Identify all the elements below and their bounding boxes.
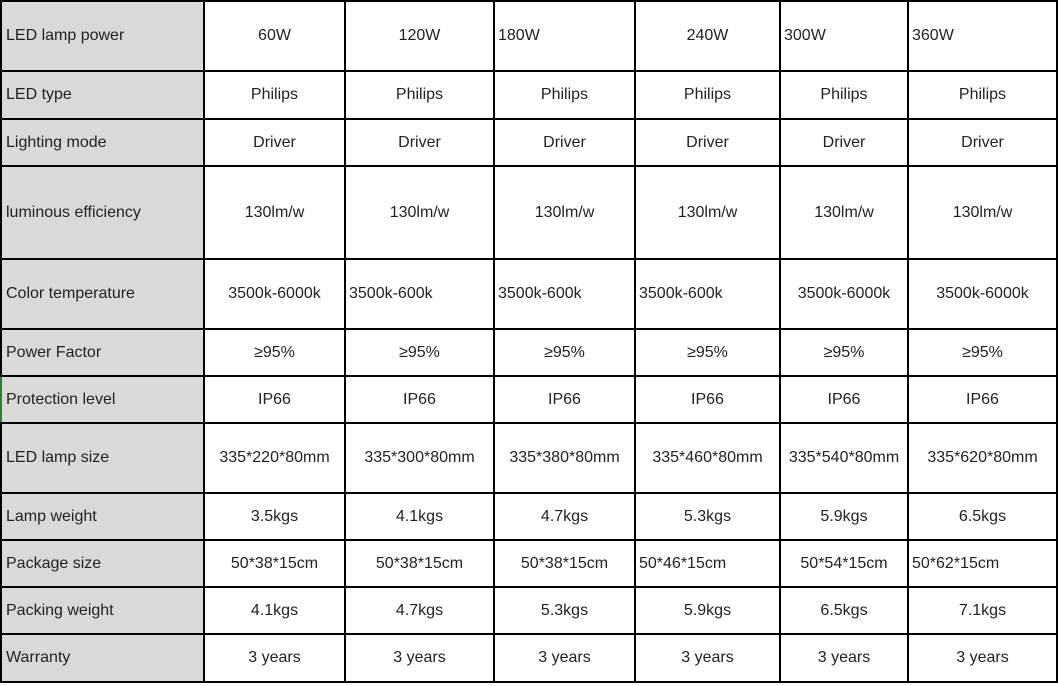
cell-180w: IP66 bbox=[494, 376, 635, 423]
row-label: LED lamp power bbox=[1, 1, 204, 71]
row-label: Power Factor bbox=[1, 329, 204, 376]
cell-180w: ≥95% bbox=[494, 329, 635, 376]
cell-360w: ≥95% bbox=[908, 329, 1057, 376]
cell-240w: 130lm/w bbox=[635, 166, 780, 259]
cell-60w: 130lm/w bbox=[204, 166, 345, 259]
cell-360w: IP66 bbox=[908, 376, 1057, 423]
cell-180w: 335*380*80mm bbox=[494, 423, 635, 493]
cell-240w: 335*460*80mm bbox=[635, 423, 780, 493]
cell-180w: 4.7kgs bbox=[494, 493, 635, 540]
cell-60w: 335*220*80mm bbox=[204, 423, 345, 493]
cell-180w: 50*38*15cm bbox=[494, 540, 635, 587]
cell-360w: Driver bbox=[908, 119, 1057, 166]
row-packing-weight bbox=[1, 587, 1057, 634]
row-label: LED lamp size bbox=[1, 423, 204, 493]
cell-60w: Driver bbox=[204, 119, 345, 166]
cell-180w: 3 years bbox=[494, 634, 635, 682]
cell-360w: 335*620*80mm bbox=[908, 423, 1057, 493]
cell-240w: 5.3kgs bbox=[635, 493, 780, 540]
cell-360w: 3 years bbox=[908, 634, 1057, 682]
cell-360w: 360W bbox=[908, 1, 1057, 71]
row-lighting-mode bbox=[1, 119, 1057, 166]
cell-240w: IP66 bbox=[635, 376, 780, 423]
row-label: Package size bbox=[1, 540, 204, 587]
cell-180w: Philips bbox=[494, 71, 635, 119]
cell-300w: 300W bbox=[780, 1, 908, 71]
cell-360w: 7.1kgs bbox=[908, 587, 1057, 634]
cell-180w: 5.3kgs bbox=[494, 587, 635, 634]
cell-300w: 3500k-6000k bbox=[780, 259, 908, 329]
row-led-lamp-power bbox=[1, 1, 1057, 71]
cell-360w: Philips bbox=[908, 71, 1057, 119]
cell-60w: 50*38*15cm bbox=[204, 540, 345, 587]
cell-120w: 4.7kgs bbox=[345, 587, 494, 634]
row-luminous-efficiency bbox=[1, 166, 1057, 259]
row-lamp-weight bbox=[1, 493, 1057, 540]
row-label: luminous efficiency bbox=[1, 166, 204, 259]
cell-60w: 60W bbox=[204, 1, 345, 71]
cell-180w: Driver bbox=[494, 119, 635, 166]
cell-60w: 4.1kgs bbox=[204, 587, 345, 634]
cell-240w: Driver bbox=[635, 119, 780, 166]
row-label: Warranty bbox=[1, 634, 204, 682]
row-label: Color temperature bbox=[1, 259, 204, 329]
cell-120w: 3 years bbox=[345, 634, 494, 682]
cell-360w: 130lm/w bbox=[908, 166, 1057, 259]
cell-120w: Philips bbox=[345, 71, 494, 119]
row-warranty bbox=[1, 634, 1057, 682]
cell-60w: ≥95% bbox=[204, 329, 345, 376]
cell-300w: ≥95% bbox=[780, 329, 908, 376]
row-label: Lamp weight bbox=[1, 493, 204, 540]
cell-240w: 3500k-600k bbox=[635, 259, 780, 329]
row-package-size bbox=[1, 540, 1057, 587]
row-led-type bbox=[1, 71, 1057, 119]
cell-240w: 240W bbox=[635, 1, 780, 71]
row-power-factor bbox=[1, 329, 1057, 376]
cell-360w: 3500k-6000k bbox=[908, 259, 1057, 329]
row-protection-level bbox=[1, 376, 1057, 423]
row-color-temperature bbox=[1, 259, 1057, 329]
cell-120w: 50*38*15cm bbox=[345, 540, 494, 587]
cell-240w: 50*46*15cm bbox=[635, 540, 780, 587]
cell-300w: 6.5kgs bbox=[780, 587, 908, 634]
row-label: Packing weight bbox=[1, 587, 204, 634]
cell-120w: ≥95% bbox=[345, 329, 494, 376]
row-led-lamp-size bbox=[1, 423, 1057, 493]
cell-120w: IP66 bbox=[345, 376, 494, 423]
cell-300w: 50*54*15cm bbox=[780, 540, 908, 587]
row-label: Protection level bbox=[1, 376, 204, 423]
cell-120w: 120W bbox=[345, 1, 494, 71]
cell-60w: 3500k-6000k bbox=[204, 259, 345, 329]
cell-60w: 3.5kgs bbox=[204, 493, 345, 540]
cell-120w: 335*300*80mm bbox=[345, 423, 494, 493]
cell-120w: Driver bbox=[345, 119, 494, 166]
cell-120w: 130lm/w bbox=[345, 166, 494, 259]
cell-300w: IP66 bbox=[780, 376, 908, 423]
cell-300w: Driver bbox=[780, 119, 908, 166]
row-label: LED type bbox=[1, 71, 204, 119]
cell-360w: 50*62*15cm bbox=[908, 540, 1057, 587]
cell-60w: IP66 bbox=[204, 376, 345, 423]
cell-300w: 130lm/w bbox=[780, 166, 908, 259]
row-label: Lighting mode bbox=[1, 119, 204, 166]
cell-180w: 130lm/w bbox=[494, 166, 635, 259]
cell-60w: Philips bbox=[204, 71, 345, 119]
cell-180w: 180W bbox=[494, 1, 635, 71]
cell-300w: Philips bbox=[780, 71, 908, 119]
cell-240w: Philips bbox=[635, 71, 780, 119]
cell-360w: 6.5kgs bbox=[908, 493, 1057, 540]
cell-240w: 3 years bbox=[635, 634, 780, 682]
cell-240w: 5.9kgs bbox=[635, 587, 780, 634]
cell-300w: 5.9kgs bbox=[780, 493, 908, 540]
cell-240w: ≥95% bbox=[635, 329, 780, 376]
cell-120w: 3500k-600k bbox=[345, 259, 494, 329]
cell-120w: 4.1kgs bbox=[345, 493, 494, 540]
cell-300w: 335*540*80mm bbox=[780, 423, 908, 493]
cell-300w: 3 years bbox=[780, 634, 908, 682]
cell-60w: 3 years bbox=[204, 634, 345, 682]
cell-180w: 3500k-600k bbox=[494, 259, 635, 329]
